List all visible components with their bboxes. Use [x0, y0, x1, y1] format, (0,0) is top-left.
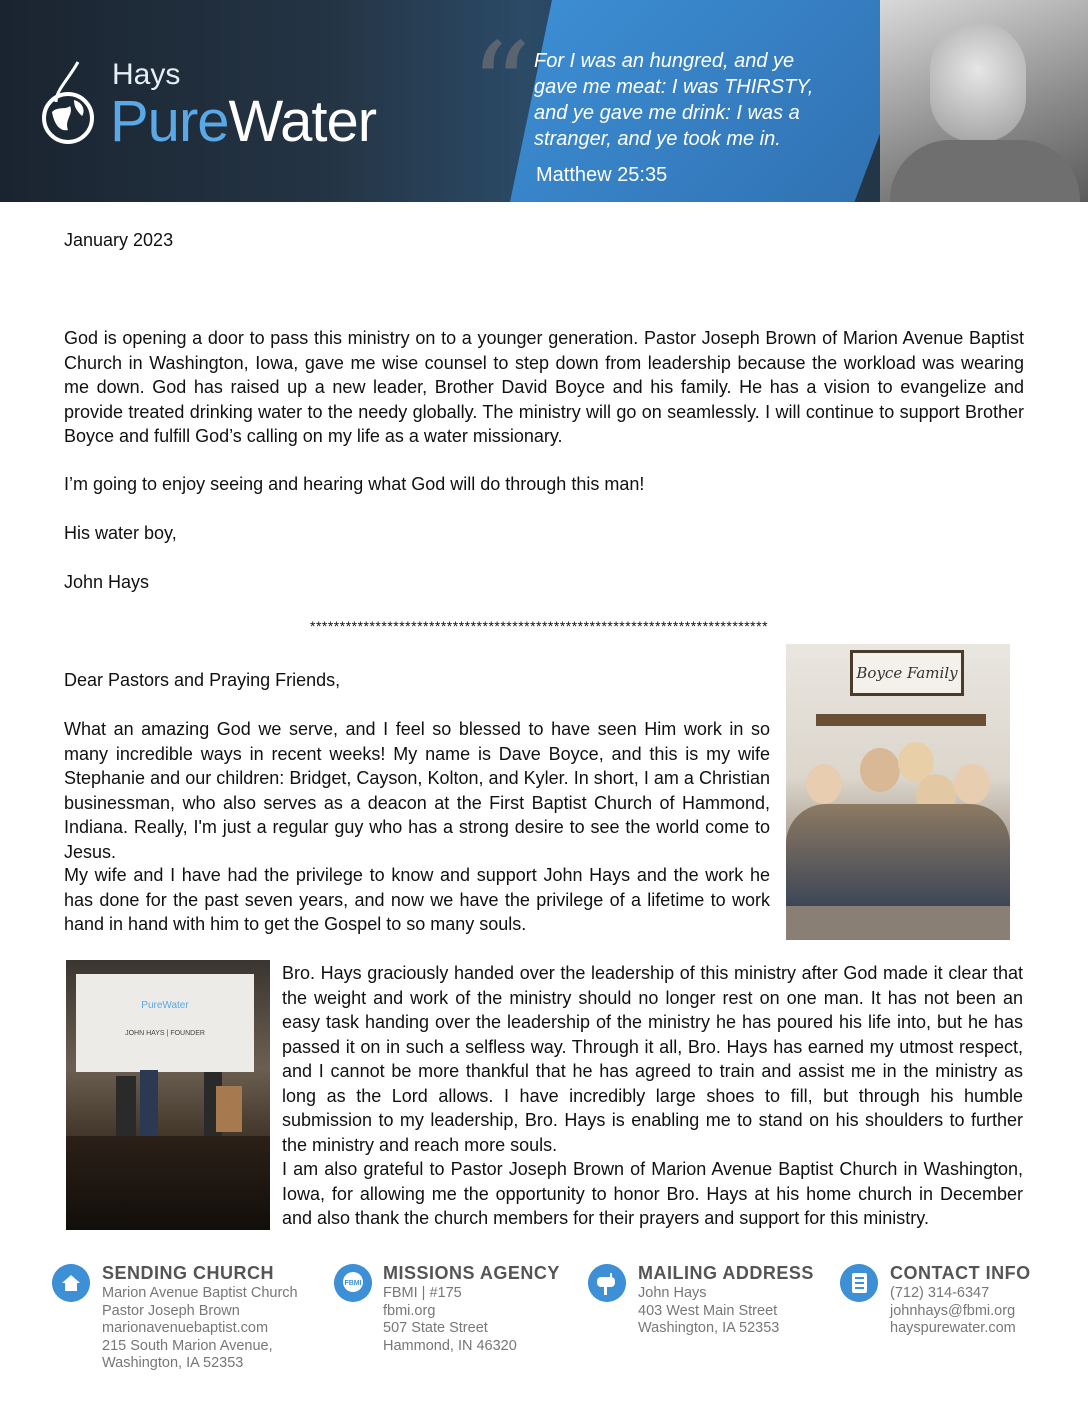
- family-sign: Boyce Family: [850, 650, 964, 696]
- logo-purewater-text: PureWater: [110, 89, 377, 154]
- letter1-signature: John Hays: [64, 572, 150, 592]
- missions-line: Hammond, IN 46320: [383, 1338, 517, 1354]
- globe-drop-icon: [38, 60, 108, 150]
- screen-caption: JOHN HAYS | FOUNDER: [125, 1030, 205, 1037]
- letter2-paragraph-3: Bro. Hays graciously handed over the leadership of this ministry after God made it clear that the weight and work of the ministry should no longer rest on one man. It has not been an easy task handing over the leadership of the ministry he has poured his life into, but he has passed it on in such a selfless way. Through it all, Bro. Hays has earned my utmost respect, and I cannot be more thankful that he has agreed to train and assist me in the ministry as long as the Lord allows. I have incredibly large shoes to fill, but through his humble submission to my leadership, Bro. Hays is enabling me to stand on his shoulders to further the ministry and reach more souls.: [282, 963, 1023, 1155]
- missions-line: FBMI | #175: [383, 1285, 462, 1301]
- mailing-line: 403 West Main Street: [638, 1303, 778, 1319]
- sending-church-title: SENDING CHURCH: [102, 1263, 275, 1283]
- boyce-family-photo: [786, 644, 1010, 940]
- letter2-paragraph-4: I am also grateful to Pastor Joseph Brown of Marion Avenue Baptist Church in Washington, Iowa, for allowing me the opportunity to honor Bro. Hays at his home church in December and also thank the church members for their prayers and support for this ministry.: [282, 1159, 1023, 1228]
- letter2-salutation: Dear Pastors and Praying Friends,: [64, 670, 341, 690]
- sending-line: 215 South Marion Avenue,: [102, 1338, 273, 1354]
- mailbox-icon: [588, 1264, 626, 1302]
- missions-agency-title: MISSIONS AGENCY: [383, 1263, 560, 1283]
- letter1-paragraph-2: I’m going to enjoy seeing and hearing what God will do through this man!: [64, 474, 645, 494]
- letter2-paragraph-1: What an amazing God we serve, and I feel so blessed to have seen Him work in so many incredible ways in recent weeks! My name is Dave Boyce, and this is my wife Stephanie and our children: Bridget, Cayson, Kolton, and Kyler. In short, I am a Christian businessman, who also serves as a deacon at the First Baptist Church of Hammond, Indiana. Really, I'm just a regular guy who has a strong desire to see the world come to Jesus.: [64, 719, 770, 862]
- sending-line: Washington, IA 52353: [102, 1355, 244, 1371]
- contact-info-title: CONTACT INFO: [890, 1263, 1031, 1283]
- screen-logo: PureWater: [141, 1000, 189, 1011]
- scripture-quote: For I was an hungred, and ye gave me meat: I was THIRSTY, and ye gave me drink: I was a stranger, and ye took me in.: [534, 50, 814, 150]
- mailing-address-title: MAILING ADDRESS: [638, 1263, 814, 1283]
- header-banner: [0, 0, 1088, 202]
- fbmi-icon: [334, 1264, 372, 1302]
- letter1-closing: His water boy,: [64, 523, 177, 543]
- contact-email[interactable]: johnhays@fbmi.org: [890, 1303, 1016, 1319]
- fbmi-icon-label: FBMI: [344, 1280, 362, 1287]
- section-separator: *****************************************************************************: [310, 618, 769, 634]
- letter1-paragraph-1: God is opening a door to pass this ministry on to a younger generation. Pastor Joseph Brown of Marion Avenue Baptist Church in Washington, Iowa, gave me wise counsel to step down from leadership because the workload was wearing me down. God has raised up a new leader, Brother David Boyce and his family. He has a vision to evangelize and provide treated drinking water to the needy globally. The ministry will go on seamlessly. I will continue to support Brother Boyce and fulfill God’s calling on my life as a water missionary.: [64, 328, 1024, 446]
- missions-line: fbmi.org: [383, 1303, 436, 1319]
- missions-line: 507 State Street: [383, 1320, 488, 1336]
- letter-date: January 2023: [64, 230, 174, 250]
- sending-line: Pastor Joseph Brown: [102, 1303, 240, 1319]
- church-icon: [52, 1264, 90, 1302]
- logo-hays-text: Hays: [112, 58, 181, 91]
- mailing-line: John Hays: [638, 1285, 707, 1301]
- address-book-icon: [840, 1264, 878, 1302]
- scripture-reference: Matthew 25:35: [536, 164, 668, 186]
- contact-phone[interactable]: (712) 314-6347: [890, 1285, 990, 1301]
- sending-line: Marion Avenue Baptist Church: [102, 1285, 298, 1301]
- mailing-line: Washington, IA 52353: [638, 1320, 780, 1336]
- church-stage-photo: [66, 960, 270, 1230]
- sending-line: marionavenuebaptist.com: [102, 1320, 269, 1336]
- open-quote-icon: “: [470, 18, 532, 157]
- letter2-paragraph-2: My wife and I have had the privilege to know and support John Hays and the work he has done for the past seven years, and now we have the privilege of a lifetime to work hand in hand with him to get the Gospel to so many souls.: [64, 865, 770, 934]
- john-hays-portrait: [880, 0, 1088, 202]
- contact-website[interactable]: hayspurewater.com: [890, 1320, 1016, 1336]
